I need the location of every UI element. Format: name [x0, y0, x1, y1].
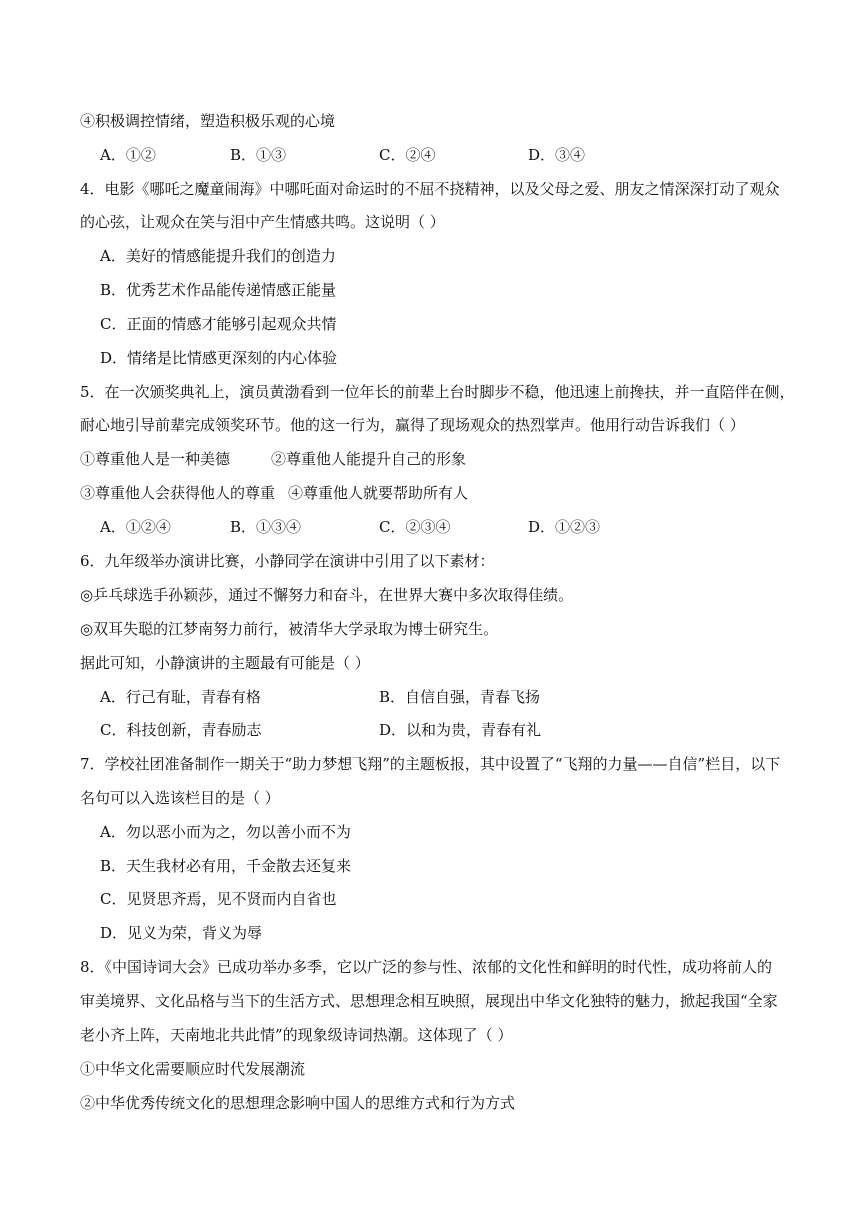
q8-item-2: ②中华优秀传统文化的思想理念影响中国人的思维方式和行为方式 — [80, 1094, 516, 1112]
q6-option-a: A．行己有耻，青春有格 — [100, 688, 261, 706]
q3-option-b: B．①③ — [230, 146, 287, 164]
q7-stem-line-2: 名句可以入选该栏目的是（ ） — [80, 789, 280, 807]
q3-option-c: C．②④ — [379, 146, 436, 164]
q3-option-a: A．①② — [100, 146, 156, 164]
q6-material-1: ◎乒乓球选手孙颖莎，通过不懈努力和奋斗，在世界大赛中多次取得佳绩。 — [80, 586, 574, 604]
q7-option-d: D．见义为荣，背义为辱 — [100, 924, 263, 942]
q7-option-b: B．天生我材必有用，千金散去还复来 — [100, 857, 352, 875]
q5-option-c: C．②③④ — [379, 518, 451, 536]
q6-stem-line-1: 6．九年级举办演讲比赛，小静同学在演讲中引用了以下素材： — [80, 552, 495, 570]
q3-option-d: D．③④ — [528, 146, 586, 164]
q5-item-3: ③尊重他人会获得他人的尊重 — [80, 484, 276, 502]
q5-option-b: B．①③④ — [230, 518, 302, 536]
q4-stem-line-2: 的心弦，让观众在笑与泪中产生情感共鸣。这说明（ ） — [80, 213, 445, 231]
q6-option-b: B．自信自强，青春飞扬 — [379, 688, 541, 706]
q5-item-1: ①尊重他人是一种美德 — [80, 450, 231, 468]
q3-item-4: ④积极调控情绪，塑造积极乐观的心境 — [80, 112, 336, 130]
q6-option-d: D．以和为贵，青春有礼 — [379, 721, 542, 739]
q5-item-2: ②尊重他人能提升自己的形象 — [271, 450, 467, 468]
q5-stem-line-1: 5．在一次颁奖典礼上，演员黄渤看到一位年长的前辈上台时脚步不稳，他迅速上前搀扶，并一直陪伴在侧， — [80, 383, 795, 401]
q8-item-1: ①中华文化需要顺应时代发展潮流 — [80, 1060, 306, 1078]
q7-option-a: A．勿以恶小而为之，勿以善小而不为 — [100, 823, 351, 841]
q6-option-c: C．科技创新，青春励志 — [100, 721, 262, 739]
q5-item-4: ④尊重他人就要帮助所有人 — [288, 484, 469, 502]
q5-option-d: D．①②③ — [528, 518, 601, 536]
q4-option-b: B．优秀艺术作品能传递情感正能量 — [100, 281, 337, 299]
q5-option-a: A．①②④ — [100, 518, 171, 536]
q6-material-2: ◎双耳失聪的江梦南努力前行，被清华大学录取为博士研究生。 — [80, 620, 499, 638]
q4-option-c: C．正面的情感才能够引起观众共情 — [100, 315, 337, 333]
q5-stem-line-2: 耐心地引导前辈完成领奖环节。他的这一行为，赢得了现场观众的热烈掌声。他用行动告诉我们（ ） — [80, 416, 745, 434]
q7-stem-line-1: 7．学校社团准备制作一期关于“助力梦想飞翔”的主题板报，其中设置了“飞翔的力量——自信”栏目，以下 — [80, 755, 781, 773]
q6-stem-line-2: 据此可知，小静演讲的主题最有可能是（ ） — [80, 654, 370, 672]
q4-stem-line-1: 4．电影《哪吒之魔童闹海》中哪吒面对命运时的不屈不挠精神，以及父母之爱、朋友之情深深打动了观众 — [80, 180, 780, 198]
q8-stem-line-3: 老小齐上阵，天南地北共此情”的现象级诗词热潮。这体现了（ ） — [80, 1026, 513, 1044]
q8-stem-line-2: 审美境界、文化品格与当下的生活方式、思想理念相互映照，展现出中华文化独特的魅力，掀起我国“全家 — [80, 992, 778, 1010]
q7-option-c: C．见贤思齐焉，见不贤而内自省也 — [100, 890, 337, 908]
q4-option-d: D．情绪是比情感更深刻的内心体验 — [100, 349, 338, 367]
q4-option-a: A．美好的情感能提升我们的创造力 — [100, 247, 336, 265]
q8-stem-line-1: 8．《中国诗词大会》已成功举办多季，它以广泛的参与性、浓郁的文化性和鲜明的时代性，成功将前人的 — [80, 958, 773, 976]
